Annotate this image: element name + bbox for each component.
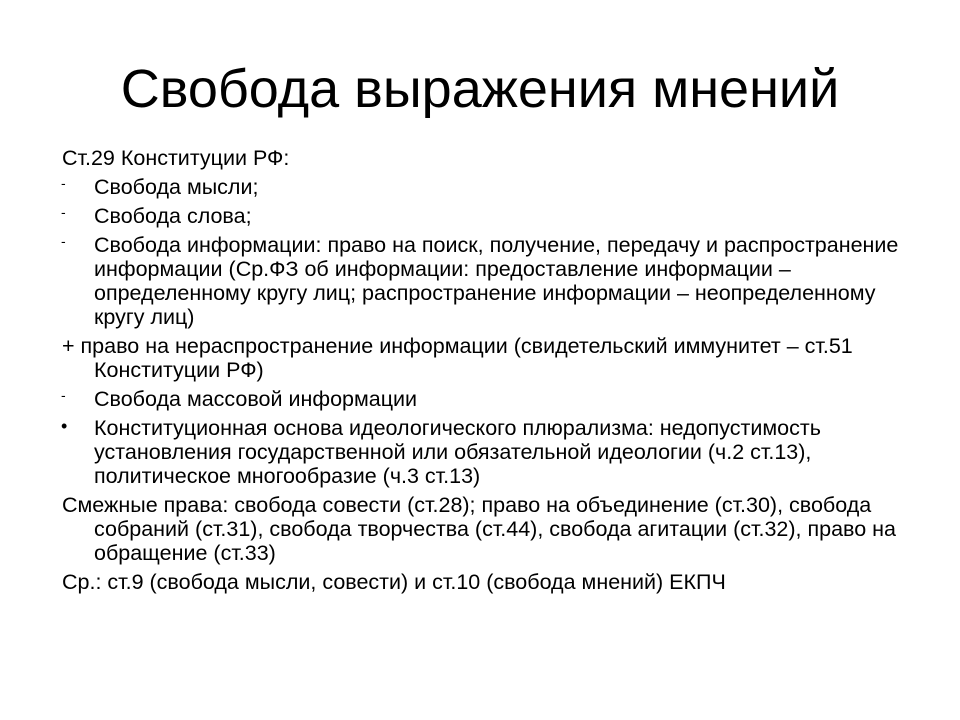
list-item-ideological-pluralism [62,416,922,488]
list-item-text: Свобода мысли; [94,175,259,199]
list-item-freedom-of-information [62,233,922,329]
slide-title: Свобода выражения мнений [120,59,840,119]
comparison-text: Ср.: ст.9 (свобода мысли, совести) и ст.10 (свобода мнений) ЕКПЧ [62,570,726,594]
dash-marker: - [61,175,66,191]
dash-marker: - [61,204,66,220]
plus-note: + право на нераспространение информации (свидетельский иммунитет – ст.51 Конституции РФ) [62,334,853,382]
related-rights-text: Смежные права: свобода совести (ст.28); право на объединение (ст.30), свобода собраний (ст.31), свобода творчества (ст.44), свобода агитации (ст.32), право на обращение (ст.33) [62,493,896,565]
list-item-text: Свобода информации: право на поиск, получение, передачу и распространение информации (Ср.ФЗ об информации: предоставление информации – определенному кругу лиц; распространение информации – неопределенному кругу лиц) [94,233,899,329]
list-item-freedom-of-speech [62,204,922,228]
slide-content [62,146,922,599]
dash-marker: - [61,233,66,249]
list-item-freedom-of-thought [62,175,922,199]
list-item-text: Свобода массовой информации [94,387,418,411]
list-item-text: Свобода слова; [94,204,252,228]
bullet-marker: • [61,416,68,436]
dash-marker: - [61,387,66,403]
list-item-mass-media [62,387,922,411]
intro-text: Ст.29 Конституции РФ: [62,146,290,170]
list-item-text: Конституционная основа идеологического плюрализма: недопустимость установления государственной или обязательной идеологии (ч.2 ст.13), политическое многообразие (ч.3 ст.13) [94,416,821,488]
